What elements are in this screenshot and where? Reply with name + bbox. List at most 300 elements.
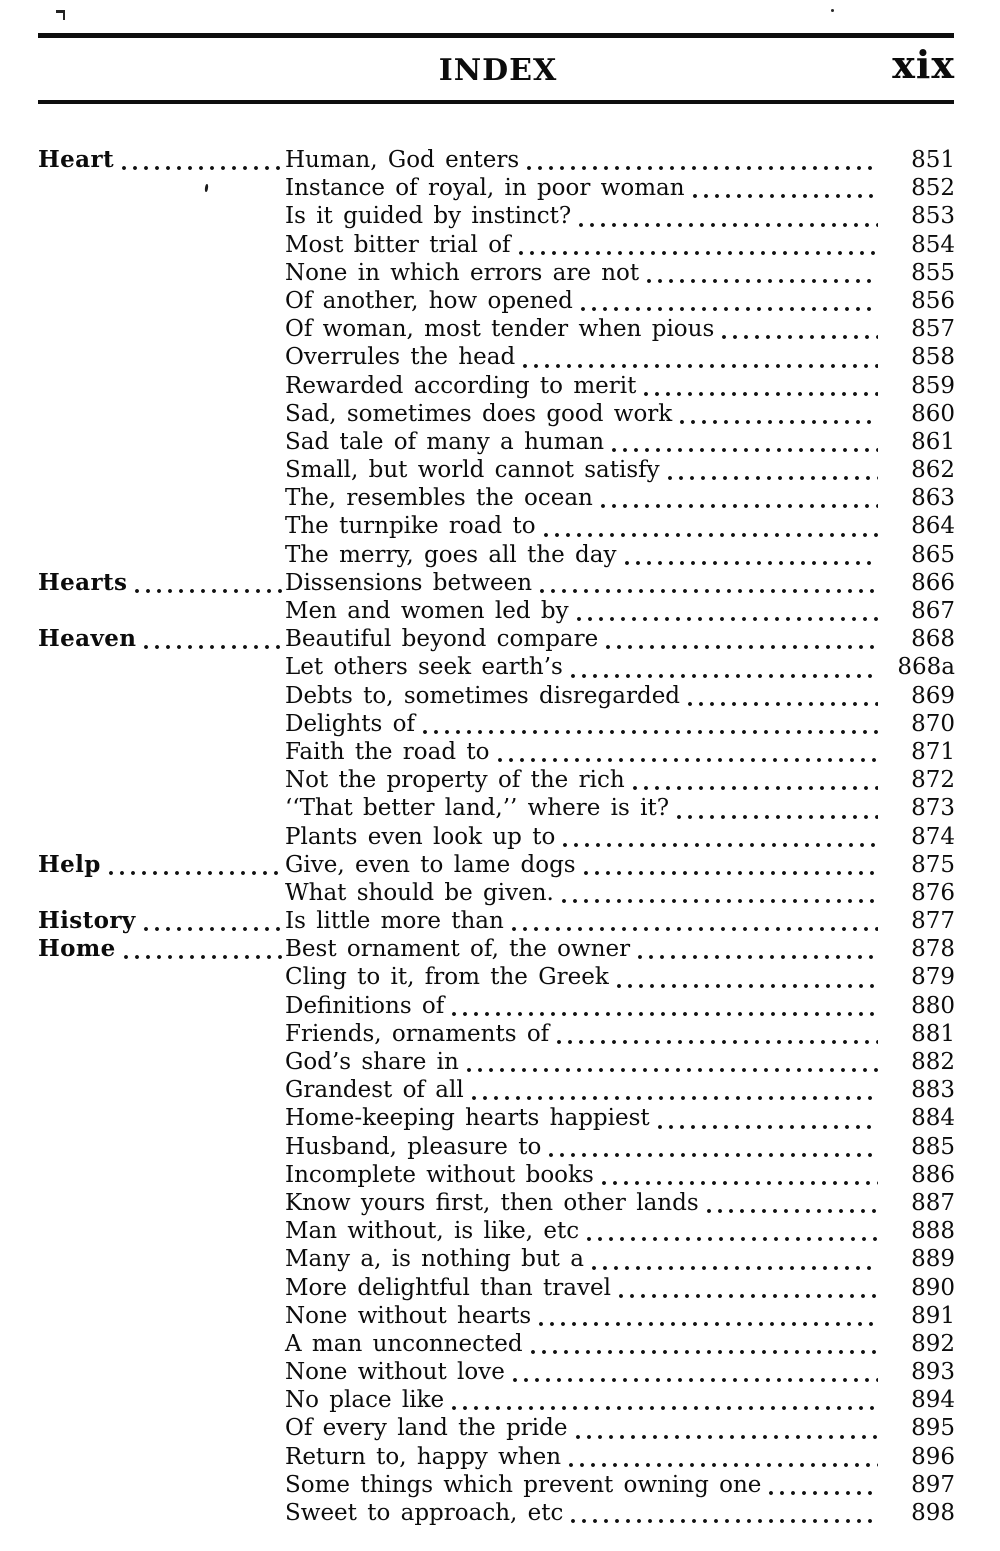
page-reference: 881 — [911, 1020, 955, 1047]
index-row — [38, 343, 955, 371]
dot-leader — [546, 1133, 878, 1161]
entry-text: Many a, is nothing but a — [285, 1246, 584, 1273]
entry-text: The turnpike road to — [285, 513, 536, 540]
dot-leader — [568, 653, 878, 681]
headword-cell — [38, 1302, 285, 1330]
headword-cell — [38, 823, 285, 851]
dot-leader — [132, 569, 283, 597]
headword-cell — [38, 851, 285, 879]
headword-cell — [38, 372, 285, 400]
dot-leader — [524, 146, 878, 174]
index-row — [38, 1048, 955, 1076]
dot-leader — [630, 766, 878, 794]
index-row — [38, 1386, 955, 1414]
page-reference: 891 — [911, 1302, 955, 1329]
page-reference: 892 — [911, 1330, 955, 1357]
index-row — [38, 766, 955, 794]
entry-cell — [285, 428, 880, 456]
entry-cell — [285, 935, 880, 963]
headword-cell — [38, 935, 285, 963]
headword-cell — [38, 202, 285, 230]
headword-cell — [38, 992, 285, 1020]
index-row — [38, 1217, 955, 1245]
entry-text: Sweet to approach, etc — [285, 1500, 564, 1526]
dot-leader — [584, 1217, 878, 1245]
entry-cell — [285, 541, 880, 569]
headword-cell — [38, 287, 285, 315]
index-row — [38, 1330, 955, 1358]
entry-cell — [285, 315, 880, 343]
dot-leader — [536, 1302, 878, 1330]
headword-cell — [38, 1471, 285, 1499]
entry-cell — [285, 963, 880, 991]
headword-cell — [38, 174, 285, 202]
headword-cell — [38, 597, 285, 625]
page-reference: 871 — [911, 738, 955, 765]
page-reference: 894 — [911, 1387, 955, 1414]
index-row — [38, 794, 955, 822]
dot-leader — [599, 1161, 878, 1189]
headword-cell — [38, 1358, 285, 1386]
page-reference: 876 — [911, 879, 955, 906]
headword-cell — [38, 682, 285, 710]
index-row — [38, 1076, 955, 1104]
headword-cell — [38, 428, 285, 456]
page-reference: 877 — [911, 908, 955, 935]
index-row — [38, 428, 955, 456]
headword-cell — [38, 907, 285, 935]
entry-text: Return to, happy when — [285, 1443, 562, 1470]
headword-cell — [38, 541, 285, 569]
index-row — [38, 879, 955, 907]
entry-cell — [285, 653, 880, 681]
page-reference: 856 — [911, 287, 955, 314]
page-reference: 893 — [911, 1359, 955, 1386]
entry-cell — [285, 287, 880, 315]
entry-cell — [285, 259, 880, 287]
page-title: INDEX — [438, 53, 558, 88]
headword-cell — [38, 1245, 285, 1273]
dot-leader — [121, 935, 283, 963]
headword-cell — [38, 710, 285, 738]
index-row — [38, 992, 955, 1020]
index-row — [38, 597, 955, 625]
headword-cell — [38, 1443, 285, 1471]
page-reference: 852 — [911, 175, 955, 202]
page-reference: 854 — [911, 231, 955, 258]
headword-cell — [38, 1386, 285, 1414]
entry-cell — [285, 569, 880, 597]
index-row — [38, 1414, 955, 1442]
page-reference: 853 — [911, 203, 955, 230]
index-row — [38, 174, 955, 202]
index-row — [38, 1471, 955, 1499]
page-reference: 851 — [911, 147, 955, 173]
entry-text: Of another, how opened — [285, 287, 573, 314]
dot-leader — [641, 372, 878, 400]
index-row — [38, 400, 955, 428]
page-reference: 889 — [911, 1246, 955, 1273]
page-reference: 880 — [911, 992, 955, 1019]
dot-leader — [719, 315, 878, 343]
dot-leader — [573, 1414, 879, 1442]
page-reference: 875 — [911, 851, 955, 878]
dot-leader — [141, 625, 283, 653]
headword-cell — [38, 569, 285, 597]
index-row — [38, 569, 955, 597]
entry-text: What should be given. — [285, 879, 554, 906]
headword-cell — [38, 456, 285, 484]
entry-cell — [285, 625, 880, 653]
entry-text: Let others seek earth’s — [285, 654, 563, 681]
entry-text: Husband, pleasure to — [285, 1133, 542, 1160]
entry-cell — [285, 992, 880, 1020]
entry-cell — [285, 879, 880, 907]
page-reference: 862 — [911, 457, 955, 484]
page-reference: 855 — [911, 259, 955, 286]
page-reference: 865 — [911, 541, 955, 568]
entry-text: Sad tale of many a human — [285, 428, 605, 455]
index-row — [38, 372, 955, 400]
headword-cell — [38, 879, 285, 907]
entry-cell — [285, 174, 880, 202]
page-reference: 863 — [911, 485, 955, 512]
entry-cell — [285, 738, 880, 766]
index-row — [38, 202, 955, 230]
page-reference: 898 — [911, 1500, 955, 1526]
page-reference: 895 — [911, 1415, 955, 1442]
index-row — [38, 1020, 955, 1048]
headword-cell — [38, 653, 285, 681]
headword-cell — [38, 1189, 285, 1217]
dot-leader — [598, 484, 878, 512]
headword-cell — [38, 1076, 285, 1104]
entry-cell — [285, 1499, 880, 1527]
headword-cell — [38, 1217, 285, 1245]
index-row — [38, 682, 955, 710]
dot-leader — [766, 1471, 878, 1499]
dot-leader — [690, 174, 878, 202]
dot-leader — [576, 202, 878, 230]
index-row — [38, 1302, 955, 1330]
index-row — [38, 963, 955, 991]
entry-cell — [285, 766, 880, 794]
entry-cell — [285, 1471, 880, 1499]
entry-text: More delightful than travel — [285, 1274, 611, 1301]
index-row — [38, 259, 955, 287]
index-row — [38, 907, 955, 935]
entry-cell — [285, 343, 880, 371]
entry-text: Home-keeping hearts happiest — [285, 1105, 650, 1132]
page-reference: 883 — [911, 1077, 955, 1104]
page-reference: 874 — [911, 823, 955, 850]
entry-cell — [285, 231, 880, 259]
page-reference: 897 — [911, 1471, 955, 1498]
page-reference: 896 — [911, 1443, 955, 1470]
index-row — [38, 1443, 955, 1471]
header-rule-top — [38, 33, 954, 38]
dot-leader — [685, 682, 878, 710]
dot-leader — [528, 1330, 878, 1358]
headword: Home — [38, 935, 116, 963]
headword-cell — [38, 343, 285, 371]
dot-leader — [559, 879, 878, 907]
dot-leader — [568, 1499, 878, 1527]
page-reference: 870 — [911, 710, 955, 737]
headword: History — [38, 907, 136, 935]
headword-cell — [38, 1020, 285, 1048]
entry-cell — [285, 851, 880, 879]
entry-cell — [285, 907, 880, 935]
page-reference: 886 — [911, 1161, 955, 1188]
index-row — [38, 1161, 955, 1189]
dot-leader — [495, 738, 879, 766]
entry-cell — [285, 1386, 880, 1414]
headword-cell — [38, 1274, 285, 1302]
page-reference: 869 — [911, 682, 955, 709]
entry-cell — [285, 1189, 880, 1217]
dot-leader — [420, 710, 878, 738]
headword-cell — [38, 146, 285, 174]
headword-cell — [38, 738, 285, 766]
headword-cell — [38, 1330, 285, 1358]
entry-text: None in which errors are not — [285, 259, 640, 286]
dot-leader — [449, 1386, 878, 1414]
entry-text: Men and women led by — [285, 598, 569, 624]
index-row — [38, 1274, 955, 1302]
entry-cell — [285, 1414, 880, 1442]
page-reference: 879 — [911, 964, 955, 991]
entry-cell — [285, 1217, 880, 1245]
index-row — [38, 315, 955, 343]
index-row — [38, 1245, 955, 1273]
entry-text: Man without, is like, etc — [285, 1218, 580, 1245]
index-row — [38, 146, 955, 174]
entry-cell — [285, 710, 880, 738]
headword-cell — [38, 1133, 285, 1161]
entry-text: None without hearts — [285, 1302, 532, 1329]
headword-cell — [38, 231, 285, 259]
headword: Heart — [38, 146, 115, 173]
entry-cell — [285, 400, 880, 428]
entry-cell — [285, 682, 880, 710]
entry-text: Definitions of — [285, 992, 445, 1019]
dot-leader — [616, 1274, 878, 1302]
entry-text: Faith the road to — [285, 738, 490, 765]
entry-cell — [285, 1245, 880, 1273]
index-row — [38, 935, 955, 963]
entry-text: Is little more than — [285, 908, 504, 935]
entry-cell — [285, 1076, 880, 1104]
dot-leader — [141, 907, 283, 935]
index-row — [38, 625, 955, 653]
entry-cell — [285, 1274, 880, 1302]
entry-cell — [285, 372, 880, 400]
headword-cell — [38, 625, 285, 653]
page-folio: xix — [892, 42, 955, 87]
page-reference: 864 — [911, 513, 955, 540]
index-row — [38, 484, 955, 512]
entry-text: Know yours first, then other lands — [285, 1189, 699, 1216]
index-row — [38, 512, 955, 540]
entry-text: None without love — [285, 1359, 505, 1386]
dot-leader — [578, 287, 878, 315]
entry-cell — [285, 456, 880, 484]
entry-text: Some things which prevent owning one — [285, 1471, 762, 1498]
entry-text: Sad, sometimes does good work — [285, 400, 673, 427]
page-reference: 888 — [911, 1218, 955, 1245]
entry-text: Debts to, sometimes disregarded — [285, 682, 681, 709]
dot-leader — [622, 541, 879, 569]
index-row — [38, 1499, 955, 1527]
headword-cell — [38, 400, 285, 428]
headword-cell — [38, 315, 285, 343]
dot-leader — [119, 146, 283, 174]
entry-cell — [285, 146, 880, 174]
index-row — [38, 823, 955, 851]
index-row — [38, 653, 955, 681]
dot-leader — [537, 569, 878, 597]
dot-leader — [704, 1189, 878, 1217]
print-artifact-dot — [831, 9, 834, 12]
dot-leader — [520, 343, 878, 371]
dot-leader — [566, 1443, 878, 1471]
entry-cell — [285, 484, 880, 512]
dot-leader — [106, 851, 283, 879]
index-row — [38, 1189, 955, 1217]
page-reference: 872 — [911, 767, 955, 794]
dot-leader — [589, 1245, 878, 1273]
entry-text: Not the property of the rich — [285, 767, 625, 794]
index-row — [38, 541, 955, 569]
dot-leader — [609, 428, 878, 456]
page-reference: 866 — [911, 569, 955, 596]
entry-text: Instance of royal, in poor woman — [285, 175, 685, 202]
dot-leader — [644, 259, 878, 287]
page-reference: 882 — [911, 1049, 955, 1075]
index-row — [38, 1358, 955, 1386]
dot-leader — [560, 823, 878, 851]
entry-text: Grandest of all — [285, 1077, 464, 1104]
entry-text: ‘‘That better land,’’ where is it? — [285, 795, 670, 822]
page-reference: 868a — [897, 654, 955, 681]
entry-cell — [285, 1302, 880, 1330]
headword-cell — [38, 1414, 285, 1442]
entry-text: Beautiful beyond compare — [285, 626, 599, 653]
headword-cell — [38, 794, 285, 822]
headword-cell — [38, 766, 285, 794]
headword: Help — [38, 850, 101, 878]
page-reference: 884 — [911, 1105, 955, 1132]
entry-text: Human, God enters — [285, 147, 520, 173]
dot-leader — [635, 935, 878, 963]
page-reference: 878 — [911, 936, 955, 963]
entry-text: A man unconnected — [285, 1330, 523, 1357]
print-artifact-tick — [56, 10, 65, 20]
entry-text: Plants even look up to — [285, 823, 556, 850]
entry-text: The, resembles the ocean — [285, 485, 593, 512]
entry-text: Incomplete without books — [285, 1161, 594, 1188]
headword-cell — [38, 512, 285, 540]
entry-cell — [285, 794, 880, 822]
dot-leader — [510, 1358, 878, 1386]
entry-text: Small, but world cannot satisfy — [285, 457, 660, 484]
headword-cell — [38, 1104, 285, 1132]
entry-text: Of woman, most tender when pious — [285, 316, 715, 343]
headword: Heaven — [38, 625, 137, 653]
index-row — [38, 1133, 955, 1161]
entry-text: Delights of — [285, 710, 416, 737]
entry-cell — [285, 1443, 880, 1471]
headword-cell — [38, 259, 285, 287]
entry-text: Rewarded according to merit — [285, 372, 637, 399]
entry-cell — [285, 1161, 880, 1189]
entry-cell — [285, 1048, 880, 1076]
entry-cell — [285, 1330, 880, 1358]
dot-leader — [554, 1020, 878, 1048]
dot-leader — [677, 400, 878, 428]
entry-cell — [285, 823, 880, 851]
dot-leader — [509, 907, 878, 935]
entry-text: Cling to it, from the Greek — [285, 964, 609, 991]
page-reference: 861 — [911, 428, 955, 455]
entry-cell — [285, 1133, 880, 1161]
dot-leader — [674, 794, 878, 822]
dot-leader — [574, 597, 878, 625]
index-row — [38, 231, 955, 259]
page-reference: 857 — [911, 316, 955, 343]
entry-text: Is it guided by instinct? — [285, 203, 572, 230]
index-row — [38, 456, 955, 484]
dot-leader — [464, 1048, 878, 1076]
page-reference: 867 — [911, 598, 955, 624]
entry-text: The merry, goes all the day — [285, 541, 617, 568]
headword-cell — [38, 963, 285, 991]
entry-cell — [285, 1358, 880, 1386]
headword: Hearts — [38, 568, 128, 596]
dot-leader — [541, 512, 878, 540]
dot-leader — [581, 851, 878, 879]
dot-leader — [469, 1076, 878, 1104]
entry-cell — [285, 512, 880, 540]
entry-text: Dissensions between — [285, 569, 533, 596]
dot-leader — [449, 992, 878, 1020]
page-reference: 858 — [911, 344, 955, 371]
entry-text: Most bitter trial of — [285, 231, 511, 258]
headword-cell — [38, 1048, 285, 1076]
header-rule-bottom — [38, 100, 954, 104]
page-reference: 868 — [911, 626, 955, 653]
page-reference: 890 — [911, 1274, 955, 1301]
entry-text: God’s share in — [285, 1049, 459, 1075]
entry-cell — [285, 597, 880, 625]
entry-text: Give, even to lame dogs — [285, 851, 576, 878]
index-row — [38, 851, 955, 879]
page-reference: 885 — [911, 1133, 955, 1160]
headword-cell — [38, 1499, 285, 1527]
entry-text: No place like — [285, 1387, 445, 1414]
entry-text: Friends, ornaments of — [285, 1020, 550, 1047]
index-row — [38, 287, 955, 315]
page-reference: 859 — [911, 372, 955, 399]
dot-leader — [603, 625, 878, 653]
entry-cell — [285, 202, 880, 230]
dot-leader — [516, 231, 878, 259]
index-list — [38, 146, 955, 1527]
entry-text: Of every land the pride — [285, 1415, 568, 1442]
index-row — [38, 1104, 955, 1132]
headword-cell — [38, 1161, 285, 1189]
